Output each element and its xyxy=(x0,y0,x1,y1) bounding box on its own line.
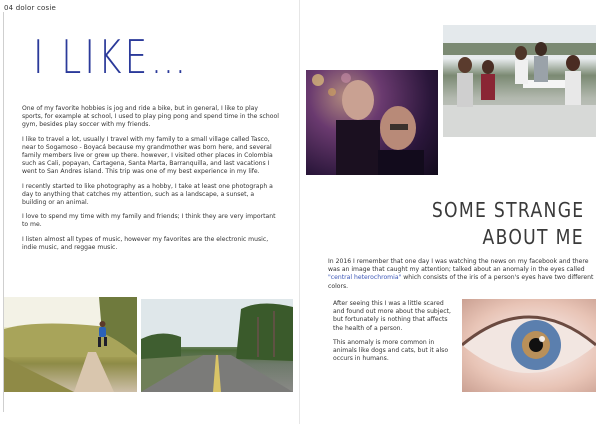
paragraph-music: I listen almost all types of music, however my favorites are the electronic music, indie music, and reggae music. xyxy=(22,235,269,251)
runner-photo xyxy=(4,297,137,392)
page-title: I LIKE… xyxy=(33,30,190,84)
intro-text: In 2016 I remember that one day I was watching the news on my facebook and there was an image that caught my attention; talked about an anomaly in the eyes called xyxy=(328,258,589,274)
page-header: 04 dolor cosie xyxy=(4,4,57,12)
highlight-term: "central heterochromia" xyxy=(328,274,402,282)
page-spine xyxy=(299,0,300,424)
paragraph-family: I love to spend my time with my family and friends; I think they are very important to me. xyxy=(22,213,276,229)
left-body-text xyxy=(22,105,280,258)
section-title-line2: ABOUT ME xyxy=(482,225,584,249)
eye-photo xyxy=(462,299,596,392)
road-photo xyxy=(141,299,293,392)
right-paragraph-intro xyxy=(328,258,598,291)
paragraph-anomaly: This anomaly is more common in animals like dogs and cats, but it also occurs in humans. xyxy=(333,338,449,363)
right-body-text xyxy=(333,300,456,369)
paragraph-photography: I recently started to like photography as a hobby, I take at least one photograph a day to anything that catches my attention, such as a landscape, a sunset, a building or an animal. xyxy=(22,182,273,207)
paragraph-travel: I like to travel a lot, usually I travel with my family to a small village called Tasco, near to Sogamoso - Boyacá because my grandmother was born here, and several family members live or grew up there. however, I visited other places in Colombia such as Cali, popayan, Cartagena, Santa Marta, Barranquilla, and last vacations I went to San Andres island. This trip was one of my best experience in my life. xyxy=(22,135,273,176)
paragraph-after-seeing: After seeing this I was a little scared and found out more about the subject, but fortunately is nothing that affects the health of a person. xyxy=(333,300,451,332)
paragraph-hobbies: One of my favorite hobbies is jog and ride a bike, but in general, I like to play sports, for example at school, I used to play ping pong and spend time in the school gym, besides play soccer with my friends. xyxy=(22,105,279,129)
group-photo xyxy=(443,25,596,137)
selfie-photo xyxy=(306,70,438,175)
section-title-line1: SOME STRANGE xyxy=(431,198,584,222)
intro-text-end: which consists of the iris of a person's eyes have two different colors. xyxy=(328,274,594,290)
